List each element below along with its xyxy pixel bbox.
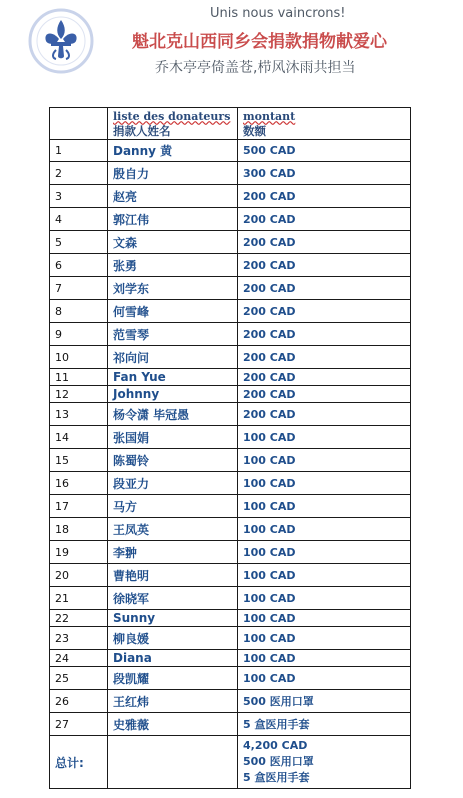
total-values bbox=[238, 736, 411, 789]
donor-name: 陈蜀铃 bbox=[108, 449, 238, 472]
donor-name: 段凯耀 bbox=[108, 667, 238, 690]
row-number: 24 bbox=[50, 650, 108, 667]
donation-amount: 200 CAD bbox=[238, 323, 411, 346]
table-row bbox=[50, 140, 411, 162]
donor-name: 徐晓军 bbox=[108, 587, 238, 610]
table-row bbox=[50, 162, 411, 185]
donation-amount: 100 CAD bbox=[238, 541, 411, 564]
donor-name: 祁向问 bbox=[108, 346, 238, 369]
donation-amount: 500 CAD bbox=[238, 140, 411, 162]
table-row bbox=[50, 254, 411, 277]
donor-name: 殷自力 bbox=[108, 162, 238, 185]
donor-name: 何雪峰 bbox=[108, 300, 238, 323]
table-row bbox=[50, 713, 411, 736]
donation-amount: 200 CAD bbox=[238, 369, 411, 386]
table-row bbox=[50, 472, 411, 495]
page-header bbox=[0, 0, 463, 100]
donation-amount: 100 CAD bbox=[238, 472, 411, 495]
donation-amount: 300 CAD bbox=[238, 162, 411, 185]
total-empty-cell bbox=[108, 736, 238, 789]
row-number: 8 bbox=[50, 300, 108, 323]
donation-amount: 100 CAD bbox=[238, 667, 411, 690]
row-number: 12 bbox=[50, 386, 108, 403]
row-number: 23 bbox=[50, 627, 108, 650]
row-number: 2 bbox=[50, 162, 108, 185]
row-number: 11 bbox=[50, 369, 108, 386]
total-line: 5 盒医用手套 bbox=[243, 771, 310, 784]
total-line: 4,200 CAD bbox=[243, 739, 308, 752]
table-row bbox=[50, 449, 411, 472]
donation-amount: 100 CAD bbox=[238, 495, 411, 518]
donor-name: 郭江伟 bbox=[108, 208, 238, 231]
table-row bbox=[50, 541, 411, 564]
fleur-de-lis-logo-icon bbox=[28, 8, 94, 74]
table-row bbox=[50, 323, 411, 346]
donation-amount: 200 CAD bbox=[238, 386, 411, 403]
donor-name: 段亚力 bbox=[108, 472, 238, 495]
table-row bbox=[50, 690, 411, 713]
row-number: 22 bbox=[50, 610, 108, 627]
table-row bbox=[50, 564, 411, 587]
header-amount-fr: montant bbox=[243, 109, 296, 123]
table-row bbox=[50, 277, 411, 300]
donation-amount: 200 CAD bbox=[238, 300, 411, 323]
row-number: 27 bbox=[50, 713, 108, 736]
donation-amount: 100 CAD bbox=[238, 587, 411, 610]
donor-name: 范雪琴 bbox=[108, 323, 238, 346]
header-name-zh: 捐款人姓名 bbox=[113, 123, 171, 138]
table-header-row bbox=[50, 108, 411, 140]
row-number: 4 bbox=[50, 208, 108, 231]
table-row bbox=[50, 587, 411, 610]
table-row bbox=[50, 627, 411, 650]
header-name-fr: liste des donateurs bbox=[113, 109, 231, 123]
page-subtitle: 乔木亭亭倚盖苍,栉风沐雨共担当 bbox=[155, 60, 356, 76]
row-number: 15 bbox=[50, 449, 108, 472]
row-number: 14 bbox=[50, 426, 108, 449]
table-row bbox=[50, 185, 411, 208]
row-number: 13 bbox=[50, 403, 108, 426]
header-number-cell bbox=[50, 108, 108, 140]
total-label: 总计: bbox=[50, 736, 108, 789]
donor-name: Danny 黄 bbox=[108, 140, 238, 162]
donation-amount: 500 医用口罩 bbox=[238, 690, 411, 713]
donor-name: 柳良媛 bbox=[108, 627, 238, 650]
table-row bbox=[50, 650, 411, 667]
page-title: 魁北克山西同乡会捐款捐物献爱心 bbox=[132, 32, 387, 52]
donation-amount: 100 CAD bbox=[238, 610, 411, 627]
row-number: 16 bbox=[50, 472, 108, 495]
donation-amount: 200 CAD bbox=[238, 208, 411, 231]
donor-name: 杨令潇 毕冠愚 bbox=[108, 403, 238, 426]
donation-amount: 200 CAD bbox=[238, 185, 411, 208]
donor-name: 张勇 bbox=[108, 254, 238, 277]
donor-name: 刘学东 bbox=[108, 277, 238, 300]
table-row bbox=[50, 518, 411, 541]
total-line: 500 医用口罩 bbox=[243, 755, 314, 768]
table-row bbox=[50, 610, 411, 627]
donor-name: 文森 bbox=[108, 231, 238, 254]
donor-name: Sunny bbox=[108, 610, 238, 627]
table-row bbox=[50, 403, 411, 426]
donor-name: Johnny bbox=[108, 386, 238, 403]
donation-amount: 100 CAD bbox=[238, 426, 411, 449]
row-number: 18 bbox=[50, 518, 108, 541]
table-row bbox=[50, 495, 411, 518]
donation-amount: 100 CAD bbox=[238, 627, 411, 650]
row-number: 26 bbox=[50, 690, 108, 713]
row-number: 1 bbox=[50, 140, 108, 162]
row-number: 3 bbox=[50, 185, 108, 208]
row-number: 10 bbox=[50, 346, 108, 369]
donation-amount: 200 CAD bbox=[238, 403, 411, 426]
row-number: 19 bbox=[50, 541, 108, 564]
donation-amount: 200 CAD bbox=[238, 277, 411, 300]
row-number: 17 bbox=[50, 495, 108, 518]
table-row bbox=[50, 369, 411, 386]
motto-text: Unis nous vaincrons! bbox=[210, 6, 346, 21]
table-row bbox=[50, 346, 411, 369]
donor-table bbox=[49, 107, 411, 789]
donor-name: Fan Yue bbox=[108, 369, 238, 386]
row-number: 25 bbox=[50, 667, 108, 690]
table-row bbox=[50, 300, 411, 323]
row-number: 21 bbox=[50, 587, 108, 610]
donation-amount: 100 CAD bbox=[238, 564, 411, 587]
donation-amount: 200 CAD bbox=[238, 254, 411, 277]
row-number: 20 bbox=[50, 564, 108, 587]
header-name-cell bbox=[108, 108, 238, 140]
donor-name: 王凤英 bbox=[108, 518, 238, 541]
row-number: 9 bbox=[50, 323, 108, 346]
donor-name: 曹艳明 bbox=[108, 564, 238, 587]
donation-amount: 100 CAD bbox=[238, 449, 411, 472]
donation-amount: 100 CAD bbox=[238, 518, 411, 541]
donation-amount: 200 CAD bbox=[238, 346, 411, 369]
donor-name: 赵亮 bbox=[108, 185, 238, 208]
table-row bbox=[50, 667, 411, 690]
row-number: 6 bbox=[50, 254, 108, 277]
donor-name: 马方 bbox=[108, 495, 238, 518]
donor-name: 张国娟 bbox=[108, 426, 238, 449]
donor-name: 李翀 bbox=[108, 541, 238, 564]
table-row bbox=[50, 386, 411, 403]
row-number: 5 bbox=[50, 231, 108, 254]
table-row bbox=[50, 208, 411, 231]
total-row bbox=[50, 736, 411, 789]
donor-name: 王红炜 bbox=[108, 690, 238, 713]
table-row bbox=[50, 426, 411, 449]
donor-name: 史雅薇 bbox=[108, 713, 238, 736]
donation-amount: 100 CAD bbox=[238, 650, 411, 667]
donation-amount: 200 CAD bbox=[238, 231, 411, 254]
donor-name: Diana bbox=[108, 650, 238, 667]
row-number: 7 bbox=[50, 277, 108, 300]
donation-amount: 5 盒医用手套 bbox=[238, 713, 411, 736]
table-row bbox=[50, 231, 411, 254]
header-amount-cell bbox=[238, 108, 411, 140]
header-amount-zh: 数额 bbox=[243, 123, 266, 138]
